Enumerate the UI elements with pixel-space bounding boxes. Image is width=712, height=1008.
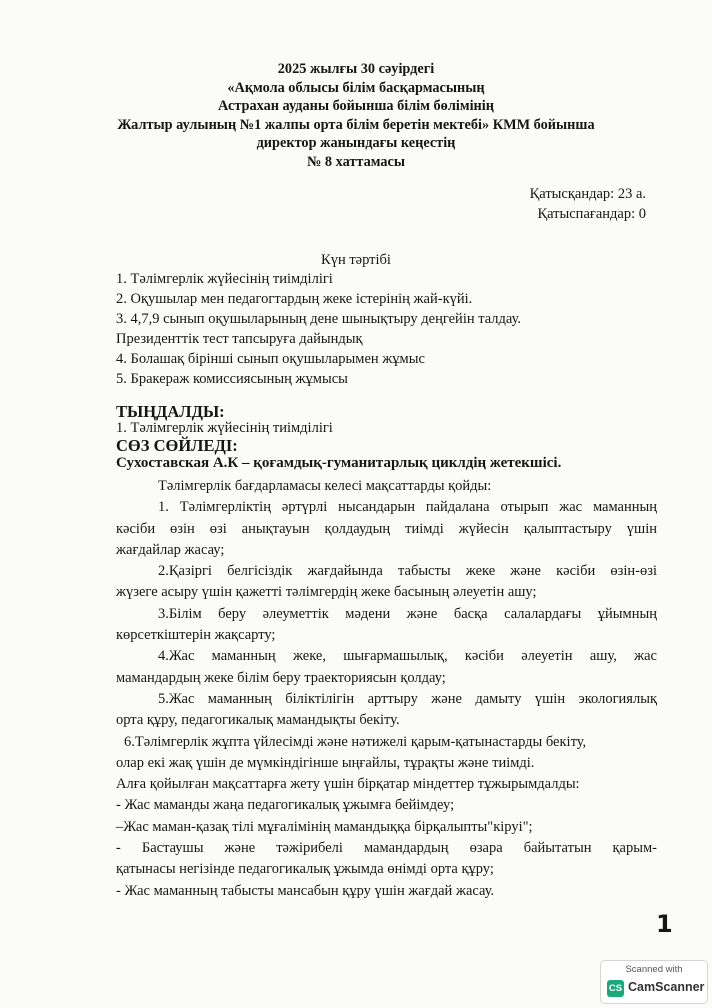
speaker-line: Сухоставская А.К – қоғамдық-гуманитарлық циклдің жетекшісі. <box>116 455 562 471</box>
body-line: кәсіби өзін өзі анықтауын қолдаудың тиімді жүйесін қалыптастыру үшін <box>116 520 657 537</box>
agenda-title: Күн тәртібі <box>321 252 391 268</box>
attendance-absent: Қатыспағандар: 0 <box>537 206 646 222</box>
body-line: Тәлімгерлік бағдарламасы келесі мақсаттарды қойды: <box>158 478 492 494</box>
section-heard-item: 1. Тәлімгерлік жүйесінің тиімділігі <box>116 420 333 436</box>
body-line: Алға қойылған мақсаттарға жету үшін бірқатар міндеттер тұжырымдалды: <box>116 776 580 793</box>
body-line: - Жас маманды жаңа педагогикалық ұжымға бейімдеу; <box>116 797 455 814</box>
agenda-item: 5. Бракераж комиссиясының жұмысы <box>116 371 348 387</box>
body-line: - Жас маманның табысты мансабын құру үшін жағдай жасау. <box>116 882 495 899</box>
body-line: орта құру, педагогикалық мамандықты бекіту. <box>116 712 400 729</box>
body-line: қатынасы негізінде педагогикалық ұжымда өнімді орта құру; <box>116 861 494 878</box>
body-line: –Жас маман-қазақ тілі мұғалімінің мамандыққа бірқалыпты"кіруі"; <box>116 818 533 835</box>
attendance-present: Қатысқандар: 23 а. <box>529 186 646 202</box>
body-line: олар екі жақ үшін де мүмкіндігінше ыңғайлы, тұрақты және тиімді. <box>116 754 535 771</box>
body-line: 2.Қазіргі белгісіздік жағдайында табысты жеке және кәсіби өзін-өзі <box>158 563 657 580</box>
section-spoke-title: СӨЗ СӨЙЛЕДІ: <box>116 436 238 455</box>
body-line: жүзеге асыру үшін қажетті тәлімгердің жеке басының әлеуетін ашу; <box>116 584 537 601</box>
agenda-item: Президенттік тест тапсыруға дайындық <box>116 331 363 347</box>
agenda-item: 1. Тәлімгерлік жүйесінің тиімділігі <box>116 271 333 287</box>
speech-body <box>116 476 657 902</box>
agenda-item: 3. 4,7,9 сынып оқушыларының дене шынықтыру деңгейін талдау. <box>116 311 522 327</box>
body-line: - Бастаушы және тәжірибелі мамандардың өзара байытатын қарым- <box>116 840 657 857</box>
header-school-name: Жалтыр аулының №1 жалпы орта білім беретін мектебі» КММ бойынша <box>117 116 595 133</box>
document-header <box>0 60 712 172</box>
agenda-list <box>116 269 521 389</box>
protocol-number: № 8 хаттамасы <box>306 153 406 170</box>
body-line: көрсеткіштерін жақсарту; <box>116 627 276 644</box>
body-line: жағдайлар жасау; <box>116 541 225 558</box>
camscanner-watermark <box>600 960 708 1004</box>
body-line: 5.Жас маманның біліктілігін арттыру және дамыту үшін экологиялық <box>158 690 657 707</box>
header-date: 2025 жылғы 30 сәуірдегі <box>277 61 435 77</box>
section-heard-title: ТЫҢДАЛДЫ: <box>116 402 225 421</box>
header-line: директор жанындағы кеңестің <box>256 135 456 152</box>
body-line: 4.Жас маманның жеке, шығармашылық, кәсіби әлеуетін ашу, жас <box>158 648 657 665</box>
watermark-app-name: CamScanner <box>628 980 705 994</box>
body-line: 6.Тәлімгерлік жұпта үйлесімді және нәтижелі қарым-қатынастарды бекіту, <box>124 733 587 750</box>
body-line: мамандардың жеке білім беру траекториясын қолдау; <box>116 669 446 686</box>
header-line: Астрахан ауданы бойынша білім бөлімінің <box>218 98 494 115</box>
camscanner-logo-icon: CS <box>607 980 624 997</box>
body-line: 1. Тәлімгерліктің әртүрлі нысандарын пайдалана отырып жас маманның <box>158 499 657 516</box>
attendance-block <box>530 184 646 224</box>
agenda-item: 2. Оқушылар мен педагогтардың жеке істерінің жай-күйі. <box>116 291 473 307</box>
page-number: 1 <box>656 910 673 938</box>
agenda-item: 4. Болашақ бірінші сынып оқушыларымен жұмыс <box>116 351 425 367</box>
header-line: «Ақмола облысы білім басқармасының <box>227 79 485 96</box>
watermark-caption: Scanned with <box>625 964 683 975</box>
body-line: 3.Білім беру әлеуметтік мәдени және басқа салалардағы ұйымның <box>158 605 657 622</box>
